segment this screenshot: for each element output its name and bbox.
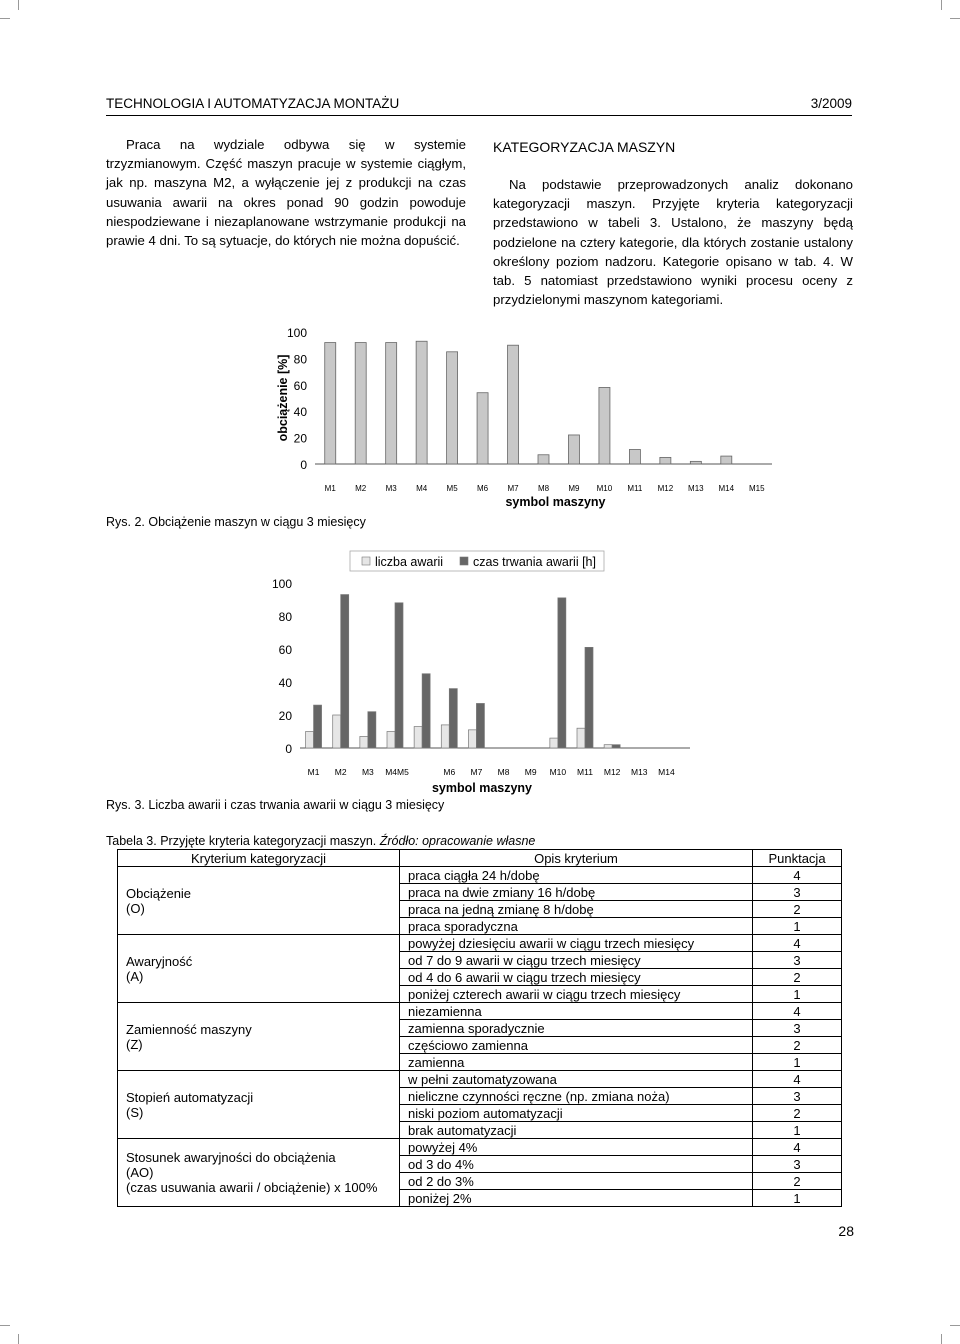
x-tick-label: M8: [497, 767, 510, 777]
description-cell: niezamienna: [400, 1003, 753, 1020]
header-description: Opis kryterium: [400, 850, 753, 867]
x-tick-label: M13: [688, 484, 704, 493]
points-cell: 1: [753, 1122, 842, 1139]
x-tick-label: M1: [324, 484, 336, 493]
description-cell: od 3 do 4%: [400, 1156, 753, 1173]
bar: [477, 393, 488, 464]
x-tick-label: M9: [568, 484, 580, 493]
criterion-line: (Z): [126, 1036, 143, 1052]
points-cell: 3: [753, 884, 842, 901]
points-cell: 1: [753, 986, 842, 1003]
bar: [538, 455, 549, 464]
legend-label: czas trwania awarii [h]: [473, 555, 596, 569]
table-caption-source: Źródło: opracowanie własne: [379, 834, 536, 848]
description-cell: w pełni zautomatyzowana: [400, 1071, 753, 1088]
table-row: [118, 935, 842, 952]
bar-czas-awarii: [476, 703, 484, 748]
criterion-line: Obciążenie: [126, 885, 192, 901]
bar: [721, 456, 732, 464]
legend-label: liczba awarii: [375, 555, 444, 569]
bar: [568, 435, 579, 464]
y-tick-label: 80: [293, 352, 307, 367]
table-header-row: [118, 850, 842, 867]
bar: [355, 343, 366, 464]
issue-number: 3/2009: [810, 96, 852, 111]
x-tick-label: M5: [446, 484, 458, 493]
bar: [416, 341, 427, 464]
y-tick-label: 40: [278, 676, 292, 690]
criterion-cell: [118, 1003, 400, 1071]
bar-czas-awarii: [422, 674, 430, 748]
description-cell: niski poziom automatyzacji: [400, 1105, 753, 1122]
bar-czas-awarii: [395, 603, 403, 748]
criterion-line: (czas usuwania awarii / obciążenie) x 100%: [126, 1180, 378, 1195]
description-cell: praca na jedną zmianę 8 h/dobę: [400, 901, 753, 918]
y-tick-label: 0: [285, 742, 292, 756]
crop-mark: [950, 1325, 960, 1326]
bar-liczba-awarii: [387, 732, 395, 749]
bar-czas-awarii: [612, 745, 620, 748]
criterion-line: Awaryjność: [126, 953, 193, 969]
x-tick-label: M14: [658, 767, 675, 777]
y-tick-label: 60: [293, 378, 307, 393]
description-cell: poniżej czterech awarii w ciągu trzech miesięcy: [400, 986, 753, 1003]
points-cell: 3: [753, 952, 842, 969]
x-tick-label: M12: [603, 767, 621, 777]
x-tick-label: M13: [631, 767, 648, 777]
y-tick-label: 100: [286, 326, 307, 340]
journal-title: TECHNOLOGIA I AUTOMATYZACJA MONTAŻU: [106, 96, 400, 111]
bar-liczba-awarii: [414, 727, 422, 748]
points-cell: 4: [753, 1139, 842, 1156]
bar-liczba-awarii: [441, 725, 449, 748]
y-tick-label: 20: [278, 709, 292, 723]
bar: [690, 461, 701, 464]
criterion-line: (A): [126, 968, 144, 984]
description-cell: nieliczne czynności ręczne (np. zmiana noża): [400, 1088, 753, 1105]
description-cell: praca sporadyczna: [400, 918, 753, 935]
bar-czas-awarii: [341, 595, 349, 748]
description-cell: od 2 do 3%: [400, 1173, 753, 1190]
points-cell: 3: [753, 1156, 842, 1173]
points-cell: 2: [753, 1037, 842, 1054]
header-points: Punktacja: [753, 850, 842, 867]
y-tick-label: 40: [293, 405, 307, 420]
bar-czas-awarii: [558, 598, 566, 748]
bar-czas-awarii: [368, 712, 376, 748]
crop-mark: [941, 0, 942, 10]
points-cell: 4: [753, 935, 842, 952]
bar-liczba-awarii: [360, 736, 368, 748]
x-tick-label: M3: [385, 484, 397, 493]
x-tick-label: M4: [416, 484, 428, 493]
bar-liczba-awarii: [333, 715, 341, 748]
points-cell: 3: [753, 1020, 842, 1037]
crop-mark: [950, 18, 960, 19]
criterion-line: (O): [126, 900, 145, 916]
points-cell: 1: [753, 1054, 842, 1071]
criterion-line: Stosunek awaryjności do obciążenia: [126, 1150, 336, 1165]
bar-czas-awarii: [449, 689, 457, 748]
bar: [660, 457, 671, 464]
bar-liczba-awarii: [550, 738, 558, 748]
bar-liczba-awarii: [306, 732, 314, 749]
x-tick-label: M4M5: [385, 767, 409, 777]
bar: [508, 345, 519, 464]
points-cell: 2: [753, 1173, 842, 1190]
x-axis-label: symbol maszyny: [505, 495, 606, 509]
points-cell: 4: [753, 1071, 842, 1088]
table-caption: [106, 834, 535, 848]
bar-liczba-awarii: [577, 728, 585, 748]
y-tick-label: 60: [278, 643, 292, 657]
bar: [629, 449, 640, 464]
points-cell: 1: [753, 1190, 842, 1207]
table-caption-text: Tabela 3. Przyjęte kryteria kategoryzacji maszyn.: [106, 834, 380, 848]
x-tick-label: M3: [361, 767, 374, 777]
crop-mark: [18, 1334, 19, 1344]
bar: [325, 343, 336, 464]
running-header: [106, 96, 852, 111]
crop-mark: [0, 1325, 10, 1326]
bar-czas-awarii: [585, 647, 593, 748]
criterion-line: Zamienność maszyny: [126, 1021, 252, 1037]
section-paragraph: Na podstawie przeprowadzonych analiz dokonano kategoryzacji maszyn. Przyjęte kryteria kategoryzacji przedstawiono w tabeli 3. Ustalono, że maszyny będą podzielone na cztery kategorie, dla których zostanie ustalony określony poziom nadzoru. Kategorie opisano w tab. 4. W tab. 5 natomiast przedstawiono wyniki procesu oceny z przydzielonymi maszynom kategoriami.: [493, 177, 853, 308]
description-cell: powyżej 4%: [400, 1139, 753, 1156]
criterion-cell: [118, 1071, 400, 1139]
description-cell: zamienna sporadycznie: [400, 1020, 753, 1037]
bar-liczba-awarii: [604, 745, 612, 748]
points-cell: 2: [753, 1105, 842, 1122]
legend-swatch: [362, 557, 370, 565]
table-row: [118, 1071, 842, 1088]
points-cell: 1: [753, 918, 842, 935]
x-tick-label: M12: [657, 484, 674, 493]
description-cell: poniżej 2%: [400, 1190, 753, 1207]
description-cell: zamienna: [400, 1054, 753, 1071]
crop-mark: [941, 1334, 942, 1344]
y-tick-label: 100: [271, 577, 292, 591]
bar: [447, 352, 458, 464]
x-tick-label: M7: [507, 484, 519, 493]
criterion-line: (AO): [126, 1165, 154, 1180]
description-cell: praca na dwie zmiany 16 h/dobę: [400, 884, 753, 901]
header-rule: [106, 115, 852, 116]
left-paragraph: Praca na wydziale odbywa się w systemie trzyzmianowym. Część maszyn pracuje w systemie ciągłym, jak np. maszyna M2, a wyłączenie jej z produkcji na czas usuwania awarii na okres ponad 90 godzin powoduje niespodziewane i niezaplanowane wstrzymanie produkcji na prawie 4 dni. To są sytuacje, do których nie można dopuścić.: [106, 137, 466, 249]
points-cell: 2: [753, 901, 842, 918]
points-cell: 4: [753, 867, 842, 884]
description-cell: powyżej dziesięciu awarii w ciągu trzech miesięcy: [400, 935, 753, 952]
x-tick-label: M1: [307, 767, 320, 777]
criterion-cell: [118, 1139, 400, 1207]
y-axis-label: obciążenie [%]: [276, 354, 290, 442]
crop-mark: [0, 18, 10, 19]
table-row: [118, 1139, 842, 1156]
legend-swatch: [460, 557, 468, 565]
x-tick-label: M11: [577, 767, 593, 777]
figure-caption: Rys. 2. Obciążenie maszyn w ciągu 3 miesięcy: [106, 515, 366, 529]
criterion-cell: [118, 935, 400, 1003]
criterion-line: Stopień automatyzacji: [126, 1089, 254, 1105]
y-tick-label: 80: [278, 610, 292, 624]
chart-failures: [100, 545, 880, 815]
y-tick-label: 20: [293, 431, 307, 446]
description-cell: praca ciągła 24 h/dobę: [400, 867, 753, 884]
description-cell: brak automatyzacji: [400, 1122, 753, 1139]
crop-mark: [18, 0, 19, 10]
description-cell: częściowo zamienna: [400, 1037, 753, 1054]
y-tick-label: 0: [300, 458, 307, 472]
points-cell: 3: [753, 1088, 842, 1105]
figure-caption: Rys. 3. Liczba awarii i czas trwania awarii w ciągu 3 miesięcy: [106, 798, 445, 812]
table-row: [118, 1003, 842, 1020]
x-tick-label: M10: [596, 484, 613, 493]
criterion-line: (S): [126, 1104, 144, 1120]
criterion-cell: [118, 867, 400, 935]
points-cell: 2: [753, 969, 842, 986]
x-tick-label: M2: [334, 767, 347, 777]
x-tick-label: M9: [524, 767, 537, 777]
x-tick-label: M10: [549, 767, 567, 777]
page-number: 28: [838, 1223, 854, 1239]
x-tick-label: M14: [718, 484, 735, 493]
chart-load: [100, 318, 880, 543]
description-cell: od 4 do 6 awarii w ciągu trzech miesięcy: [400, 969, 753, 986]
bar: [386, 343, 397, 464]
criteria-table: [117, 849, 842, 1207]
table-row: [118, 867, 842, 884]
x-tick-label: M6: [477, 484, 489, 493]
x-axis-label: symbol maszyny: [431, 781, 533, 795]
bar-liczba-awarii: [468, 730, 476, 748]
bar-czas-awarii: [314, 705, 322, 748]
points-cell: 4: [753, 1003, 842, 1020]
x-tick-label: M11: [627, 484, 643, 493]
x-tick-label: M7: [470, 767, 483, 777]
x-tick-label: M8: [537, 484, 550, 493]
x-tick-label: M6: [443, 767, 456, 777]
x-tick-label: M15: [748, 484, 765, 493]
x-tick-label: M2: [355, 484, 367, 493]
section-heading: KATEGORYZACJA MASZYN: [493, 139, 676, 155]
header-criterion: Kryterium kategoryzacji: [118, 850, 400, 867]
description-cell: od 7 do 9 awarii w ciągu trzech miesięcy: [400, 952, 753, 969]
bar: [599, 387, 610, 464]
